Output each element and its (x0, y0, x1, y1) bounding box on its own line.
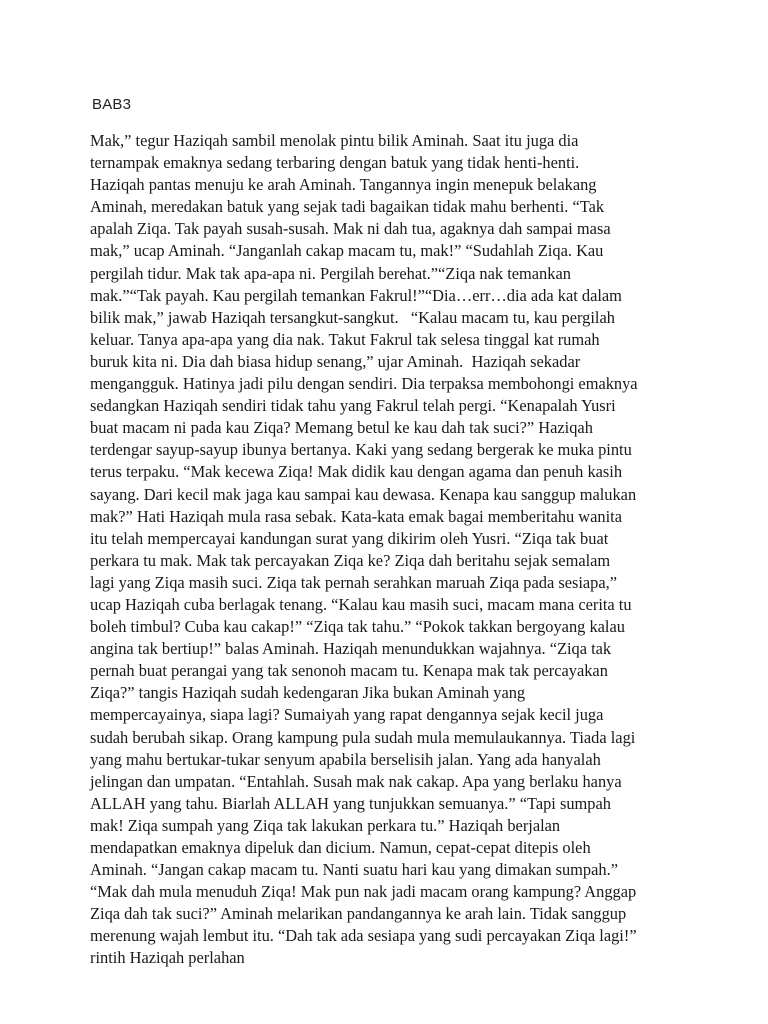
text-line: jelingan dan umpatan. “Entahlah. Susah mak nak cakap. Apa yang berlaku hanya (90, 771, 622, 791)
text-line: yang mahu bertukar-tukar senyum apabila berselisih jalan. Yang ada hanyalah (90, 749, 601, 769)
text-line: mengangguk. Hatinya jadi pilu dengan sendiri. Dia terpaksa membohongi emaknya (90, 374, 638, 394)
text-line: lagi yang Ziqa masih suci. Ziqa tak pernah serahkan maruah Ziqa pada sesiapa,” (90, 572, 618, 592)
text-line: buat macam ni pada kau Ziqa? Memang betul ke kau dah tak suci?” Haziqah (90, 418, 593, 438)
text-line: mak,” ucap Aminah. “Janganlah cakap macam tu, mak!” “Sudahlah Ziqa. Kau (90, 241, 604, 261)
text-line: boleh timbul? Cuba kau cakap!” “Ziqa tak tahu.” “Pokok takkan bergoyang kalau (90, 617, 625, 637)
text-line: bilik mak,” jawab Haziqah tersangkut-sangkut. “Kalau macam tu, kau pergilah (90, 307, 615, 327)
text-line: ALLAH yang tahu. Biarlah ALLAH yang tunjukkan semuanya.” “Tapi sumpah (90, 793, 611, 813)
text-line: pernah buat perangai yang tak senonoh macam tu. Kenapa mak tak percayakan (90, 661, 608, 681)
text-line: perkara tu mak. Mak tak percayakan Ziqa ke? Ziqa dah beritahu sejak semalam (90, 550, 611, 570)
text-line: Ziqa?” tangis Haziqah sudah kedengaran Jika bukan Aminah yang (90, 683, 526, 703)
text-line: ucap Haziqah cuba berlagak tenang. “Kalau kau masih suci, macam mana cerita tu (90, 594, 632, 614)
text-line: apalah Ziqa. Tak payah susah-susah. Mak ni dah tua, agaknya dah sampai masa (90, 219, 611, 239)
body-paragraph (90, 130, 690, 970)
text-line: pergilah tidur. Mak tak apa-apa ni. Pergilah berehat.”“Ziqa nak temankan (90, 263, 571, 283)
text-line: buruk kita ni. Dia dah biasa hidup senang,” ujar Aminah. Haziqah sekadar (90, 351, 581, 371)
text-line: rintih Haziqah perlahan (90, 948, 245, 968)
text-line: “Mak dah mula menuduh Ziqa! Mak pun nak jadi macam orang kampung? Anggap (90, 882, 637, 902)
text-line: ternampak emaknya sedang terbaring dengan batuk yang tidak henti-henti. (90, 153, 580, 173)
text-line: Mak,” tegur Haziqah sambil menolak pintu bilik Aminah. Saat itu juga dia (90, 131, 579, 150)
text-line: mempercayainya, siapa lagi? Sumaiyah yang rapat dengannya sejak kecil juga (90, 705, 604, 725)
text-line: angina tak bertiup!” balas Aminah. Haziqah menundukkan wajahnya. “Ziqa tak (90, 639, 612, 659)
text-line: Aminah, meredakan batuk yang sejak tadi bagaikan tidak mahu berhenti. “Tak (90, 197, 605, 217)
text-line: Ziqa dah tak suci?” Aminah melarikan pandangannya ke arah lain. Tidak sanggup (90, 904, 627, 924)
text-line: sayang. Dari kecil mak jaga kau sampai kau dewasa. Kenapa kau sanggup malukan (90, 484, 637, 504)
text-line: sedangkan Haziqah sendiri tidak tahu yang Fakrul telah pergi. “Kenapalah Yusri (90, 396, 616, 416)
chapter-heading: BAB3 (92, 96, 132, 113)
text-line: terdengar sayup-sayup ibunya bertanya. Kaki yang sedang bergerak ke muka pintu (90, 440, 632, 460)
text-line: merenung wajah lembut itu. “Dah tak ada sesiapa yang sudi percayakan Ziqa lagi!” (90, 926, 637, 946)
text-line: itu telah mempercayai kandungan surat yang dikirim oleh Yusri. “Ziqa tak buat (90, 528, 609, 548)
text-line: sudah berubah sikap. Orang kampung pula sudah mula memulaukannya. Tiada lagi (90, 727, 636, 747)
text-line: keluar. Tanya apa-apa yang dia nak. Takut Fakrul tak selesa tinggal kat rumah (90, 329, 600, 349)
text-line: mak?” Hati Haziqah mula rasa sebak. Kata-kata emak bagai memberitahu wanita (90, 506, 622, 526)
text-line: mak.”“Tak payah. Kau pergilah temankan Fakrul!”“Dia…err…dia ada kat dalam (90, 285, 622, 305)
text-line: Haziqah pantas menuju ke arah Aminah. Tangannya ingin menepuk belakang (90, 175, 597, 195)
text-line: terus terpaku. “Mak kecewa Ziqa! Mak didik kau dengan agama dan penuh kasih (90, 462, 623, 482)
text-line: mendapatkan emaknya dipeluk dan dicium. Namun, cepat-cepat ditepis oleh (90, 838, 591, 857)
text-line: Aminah. “Jangan cakap macam tu. Nanti suatu hari kau yang dimakan sumpah.” (90, 860, 618, 880)
text-line: mak! Ziqa sumpah yang Ziqa tak lakukan perkara tu.” Haziqah berjalan (90, 815, 561, 835)
